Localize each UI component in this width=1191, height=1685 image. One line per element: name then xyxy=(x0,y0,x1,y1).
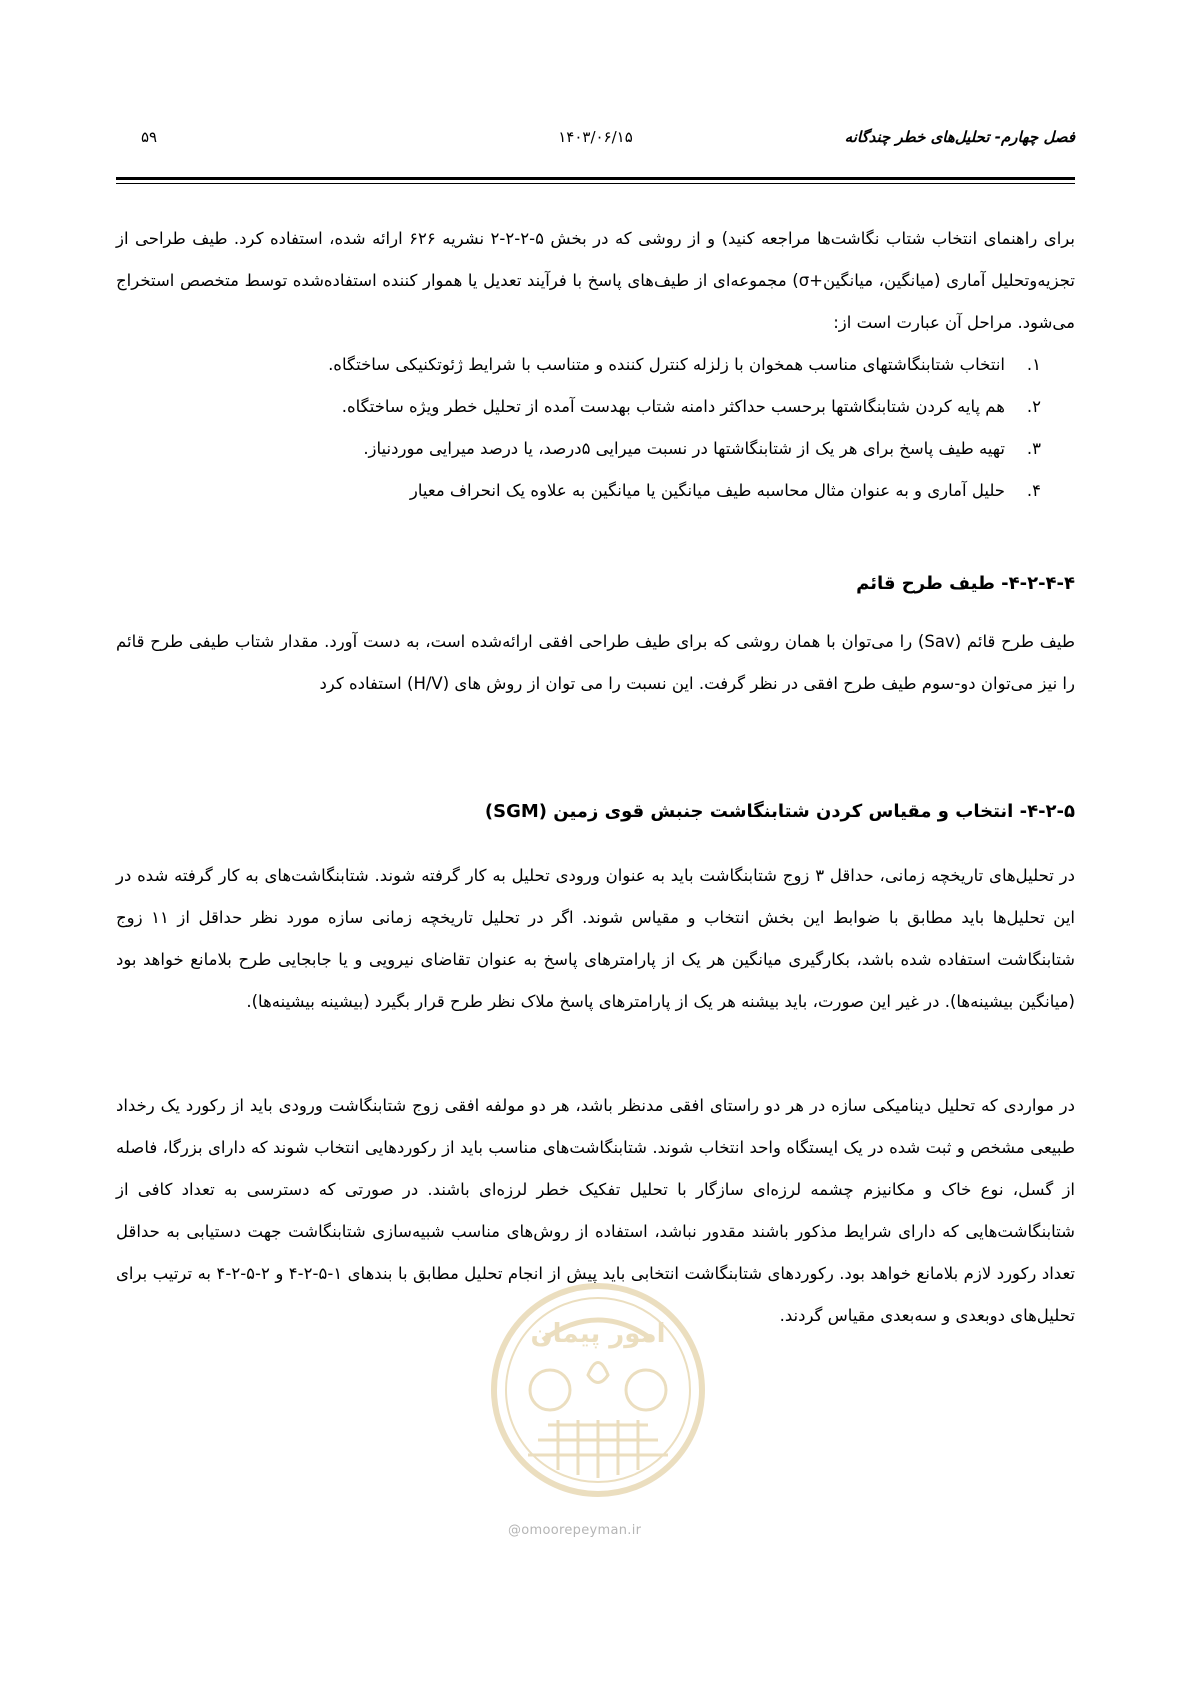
page-header xyxy=(116,128,1075,158)
page-number: ۵۹ xyxy=(141,128,158,146)
sgm-paragraph-2: در مواردی که تحلیل دینامیکی سازه در هر دو راستای افقی مدنظر باشد، هر دو مولفه افقی زوج شتابنگاشت ورودی باید از رکورد یک رخداد طبیعی مشخص و ثبت شده در یک ایستگاه واحد انتخاب شوند. شتابنگاشت‌های مناسب باید از رکوردهایی انتخاب شوند که دارای بزرگا، فاصله از گسل، نوع خاک و مکانیزم چشمه لرزه‌ای سازگار با تحلیل تفکیک خطر لرزه‌ای باشند. در صورتی که دسترسی به تعداد کافی از شتابنگاشت‌هایی که دارای شرایط مذکور باشند مقدور نباشد، استفاده از روش‌های مناسب شبیه‌سازی شتابنگاشت جهت دستیابی به حداقل تعداد رکورد لازم بلامانع خواهد بود. رکوردهای شتابنگاشت انتخابی باید پیش از انجام تحلیل مطابق با بندهای ۱-۵-۲-۴ و ۲-۵-۲-۴ به ترتیب برای تحلیل‌های دوبعدی و سه‌بعدی مقیاس گردند. xyxy=(116,1096,1075,1325)
list-item-text: هم پایه کردن شتابنگاشتها برحسب حداکثر دامنه شتاب بهدست آمده از تحلیل خطر ویژه ساختگاه. xyxy=(341,397,1005,416)
list-item-number: ۳. xyxy=(1026,439,1041,458)
header-rule-thick xyxy=(116,177,1075,180)
section-heading-vertical-spectrum: ۴-۲-۴-۴- طیف طرح قائم xyxy=(856,573,1075,594)
list-item xyxy=(241,344,1041,386)
list-item-number: ۴. xyxy=(1026,481,1041,500)
list-item-text: حلیل آماری و به عنوان مثال محاسبه طیف میانگین یا میانگین به علاوه یک انحراف معیار xyxy=(409,481,1005,500)
chapter-title: فصل چهارم- تحلیل‌های خطر چندگانه xyxy=(844,128,1075,146)
header-date: ۱۴۰۳/۰۶/۱۵ xyxy=(558,128,633,146)
list-item-text: تهیه طیف پاسخ برای هر یک از شتابنگاشتها در نسبت میرایی ۵درصد، یا درصد میرایی موردنیاز. xyxy=(363,439,1005,458)
sgm-paragraph-1: در تحلیل‌های تاریخچه زمانی، حداقل ۳ زوج شتابنگاشت باید به عنوان ورودی تحلیل به کار گرفته شوند. شتابنگاشت‌های به کار گرفته شده در این تحلیل‌ها باید مطابق با ضوابط این بخش انتخاب و مقیاس شوند. اگر در تحلیل تاریخچه زمانی سازه مورد نظر حداقل از ۱۱ زوج شتابنگاشت استفاده شده باشد، بکارگیری میانگین هر یک از پارامترهای پاسخ به عنوان تقاضای نیرویی و یا جابجایی طرح بلامانع خواهد بود (میانگین بیشینه‌ها). در غیر این صورت، باید بیشنه هر یک از پارامترهای پاسخ ملاک نظر طرح قرار بگیرد (بیشینه بیشینه‌ها). xyxy=(116,866,1075,1011)
watermark-logo-text: امور پیمان xyxy=(530,1319,666,1349)
list-item-text: انتخاب شتابنگاشتهای مناسب همخوان با زلزله کنترل کننده و متناسب با شرایط ژئوتکنیکی ساختگاه. xyxy=(328,355,1005,374)
header-rule-thin xyxy=(116,183,1075,184)
list-item xyxy=(241,428,1041,470)
list-item xyxy=(241,386,1041,428)
section-heading-sgm: ۴-۲-۵- انتخاب و مقیاس کردن شتابنگاشت جنبش قوی زمین (SGM) xyxy=(484,801,1075,822)
intro-paragraph: برای راهنمای انتخاب شتاب نگاشت‌ها مراجعه کنید) و از روشی که در بخش ۵-۲-۲-۲ نشریه ۶۲۶ ارائه شده، استفاده کرد. طیف طراحی از تجزیه‌وتحلیل آماری (میانگین، میانگین+σ) مجموعه‌ای از طیف‌های پاسخ با فرآیند تعدیل یا هموار کننده استفاده‌شده توسط متخصص استخراج می‌شود. مراحل آن عبارت است از: xyxy=(116,229,1076,332)
watermark-url: @omoorepeyman.ir xyxy=(508,1523,642,1538)
list-item xyxy=(241,470,1041,512)
list-item-number: ۱. xyxy=(1026,355,1041,374)
steps-list xyxy=(241,344,1041,512)
vertical-spectrum-paragraph: طیف طرح قائم (Sav) را می‌توان با همان روشی که برای طیف طراحی افقی ارائه‌شده است، به دست آورد. مقدار شتاب طیفی طرح قائم را نیز می‌توان دو-سوم طیف طرح افقی در نظر گرفت. این نسبت را می توان از روش های (H/V) استفاده کرد xyxy=(116,632,1075,693)
list-item-number: ۲. xyxy=(1026,397,1041,416)
watermark-logo xyxy=(488,1280,708,1500)
